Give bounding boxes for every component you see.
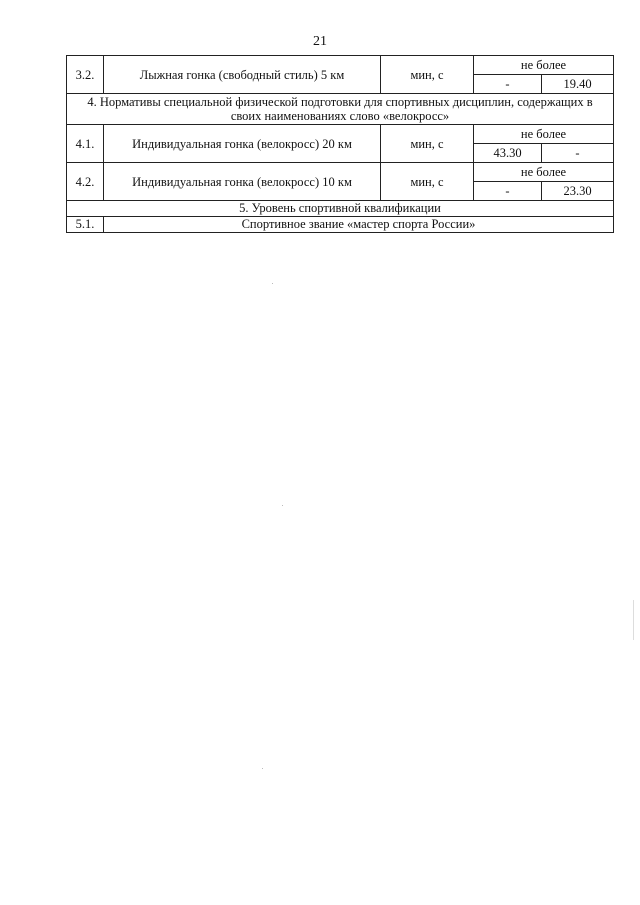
row-number: 4.1. bbox=[67, 125, 104, 163]
value-cell: - bbox=[542, 144, 614, 163]
limit-label: не более bbox=[474, 125, 614, 144]
page-number: 21 bbox=[313, 34, 327, 49]
unit-cell: мин, с bbox=[381, 56, 474, 94]
exercise-name: Лыжная гонка (свободный стиль) 5 км bbox=[104, 56, 381, 94]
value-cell: 19.40 bbox=[542, 75, 614, 94]
unit-cell: мин, с bbox=[381, 125, 474, 163]
section-row bbox=[67, 94, 614, 125]
scan-speck bbox=[262, 768, 263, 769]
table-row bbox=[67, 163, 614, 182]
exercise-name: Индивидуальная гонка (велокросс) 10 км bbox=[104, 163, 381, 201]
section-title: 4. Нормативы специальной физической подготовки для спортивных дисциплин, содержащих в своих наименованиях слово «велокросс» bbox=[67, 94, 614, 125]
exercise-name: Индивидуальная гонка (велокросс) 20 км bbox=[104, 125, 381, 163]
section-row bbox=[67, 201, 614, 217]
qualification-text: Спортивное звание «мастер спорта России» bbox=[104, 217, 614, 233]
row-number: 3.2. bbox=[67, 56, 104, 94]
table-row bbox=[67, 56, 614, 75]
limit-label: не более bbox=[474, 163, 614, 182]
value-cell: 43.30 bbox=[474, 144, 542, 163]
section-title: 5. Уровень спортивной квалификации bbox=[67, 201, 614, 217]
row-number: 5.1. bbox=[67, 217, 104, 233]
scan-speck bbox=[272, 283, 273, 284]
scan-speck bbox=[282, 505, 283, 506]
limit-label: не более bbox=[474, 56, 614, 75]
table-row bbox=[67, 125, 614, 144]
value-cell: - bbox=[474, 75, 542, 94]
standards-table bbox=[66, 55, 614, 233]
scan-edge bbox=[633, 600, 634, 640]
value-cell: - bbox=[474, 182, 542, 201]
table-row bbox=[67, 217, 614, 233]
unit-cell: мин, с bbox=[381, 163, 474, 201]
row-number: 4.2. bbox=[67, 163, 104, 201]
value-cell: 23.30 bbox=[542, 182, 614, 201]
